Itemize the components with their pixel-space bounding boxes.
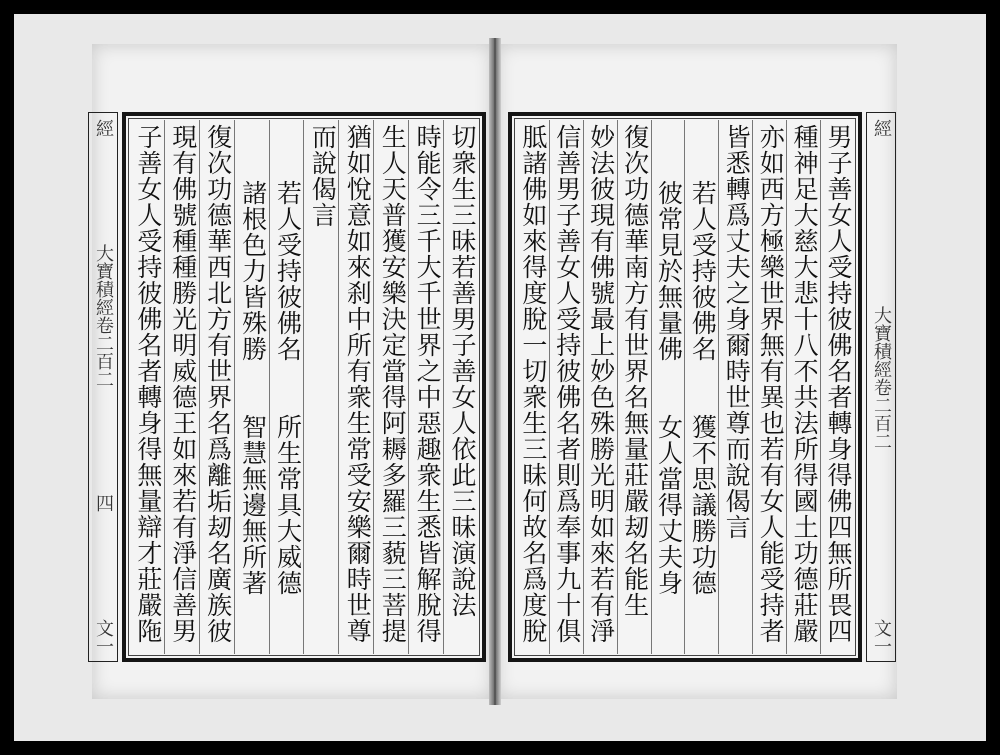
- left-margin-title: 經: [93, 119, 114, 137]
- text-column: 諸根色力皆殊勝 智慧無邊無所著: [234, 120, 269, 654]
- text-column: 亦如西方極樂世界無有異也若有女人能受持者: [752, 120, 786, 654]
- right-text-columns: [516, 120, 854, 654]
- text-column: 而說偈言: [303, 120, 338, 654]
- text-column: 時能令三千大千世界之中惡趣衆生悉皆解脫得: [408, 120, 443, 654]
- left-margin-column: [88, 112, 118, 662]
- right-margin-column: [866, 112, 896, 662]
- left-margin-volume: 大寶積經卷二百二: [93, 243, 114, 388]
- text-column: 生人天普獲安樂決定當得阿耨多羅三藐三菩提: [373, 120, 408, 654]
- text-column: 復次功德華西北方有世界名爲離垢刼名廣族彼: [199, 120, 234, 654]
- right-text-frame: [508, 112, 862, 662]
- text-column: 妙法彼現有佛號最上妙色殊勝光明如來若有淨: [583, 120, 617, 654]
- left-text-columns: [130, 120, 478, 654]
- right-margin-mark: 文一: [871, 619, 892, 655]
- left-margin-mark: 文一: [93, 618, 114, 655]
- text-column: 若人受持彼佛名 獲不思議勝功德: [684, 120, 718, 654]
- text-column: 皆悉轉爲丈夫之身爾時世尊而說偈言: [718, 120, 752, 654]
- text-column: 種神足大慈大悲十八不共法所得國土功德莊嚴: [786, 120, 820, 654]
- text-column: 子善女人受持彼佛名者轉身得無量辯才莊嚴陁: [133, 124, 163, 644]
- text-column: 彼常見於無量佛 女人當得丈夫身: [651, 120, 685, 654]
- right-margin-volume: 大寶積經卷二百二: [871, 306, 892, 450]
- text-column: 信善男子善女人受持彼佛名者則爲奉事九十俱: [549, 120, 583, 654]
- text-column: 男子善女人受持彼佛名者轉身得佛四無所畏四: [820, 120, 854, 654]
- left-text-frame: [122, 112, 486, 662]
- text-column: 復次功德華南方有世界名無量莊嚴刼名能生: [617, 120, 651, 654]
- text-column: 胝諸佛如來得度脫一切衆生三昧何故名爲度脫: [518, 124, 548, 644]
- text-column: 切衆生三昧若善男子善女人依此三昧演說法: [443, 120, 478, 654]
- text-column: 現有佛號種種勝光明威德王如來若有淨信善男: [164, 120, 199, 654]
- text-column: 若人受持彼佛名 所生常具大威德: [269, 120, 304, 654]
- text-column: 猶如悅意如來刹中所有衆生常受安樂爾時世尊: [338, 120, 373, 654]
- right-margin-title: 經: [871, 119, 892, 137]
- book-spine: [489, 38, 501, 705]
- left-margin-folio: 四: [93, 494, 114, 513]
